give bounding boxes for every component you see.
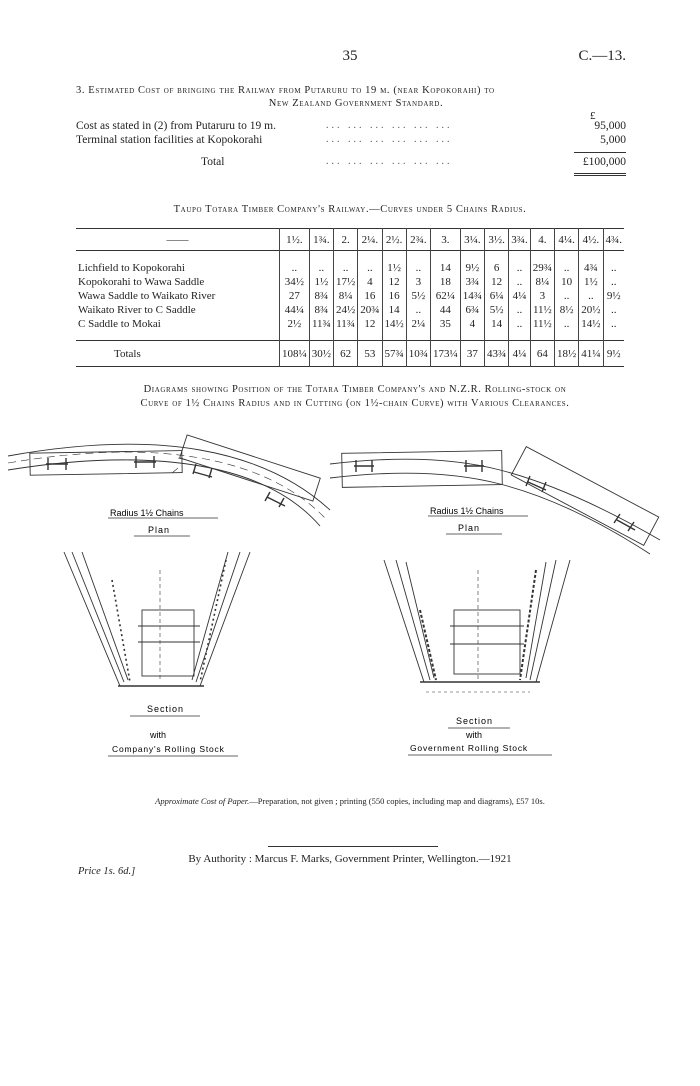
radius-label-right: Radius 1½ Chains [430, 506, 504, 516]
table-cell: 6¼ [485, 289, 509, 303]
column-header: 2½. [382, 229, 406, 251]
table-cell: 12 [358, 317, 382, 331]
table-cell: 6¾ [460, 303, 484, 317]
total-cell: 108¼ [280, 341, 310, 367]
table-cell: 14 [485, 317, 509, 331]
table-cell: 8¼ [334, 289, 358, 303]
curves-table-heading: Taupo Totara Timber Company's Railway.—Curves under 5 Chains Radius. [173, 204, 527, 215]
total-cell: 18½ [555, 341, 579, 367]
table-row [76, 317, 624, 331]
section-diagram-left [64, 552, 250, 686]
cost-line-label: Terminal station facilities at Kopokorahi [76, 134, 263, 146]
table-cell: 11½ [530, 317, 554, 331]
cost-line-label: Cost as stated in (2) from Putaruru to 19 m. [76, 120, 276, 132]
table-cell: .. [309, 261, 333, 275]
radius-label-left: Radius 1½ Chains [110, 508, 184, 518]
table-cell: 1½ [309, 275, 333, 289]
table-cell: 29¾ [530, 261, 554, 275]
table-cell: 17½ [334, 275, 358, 289]
table-cell: .. [358, 261, 382, 275]
table-cell: 14¾ [460, 289, 484, 303]
table-cell: 2½ [280, 317, 310, 331]
table-cell: 9½ [603, 289, 624, 303]
currency-symbol: £ [590, 110, 596, 122]
table-cell: 8½ [555, 303, 579, 317]
column-header: 2¾. [406, 229, 430, 251]
table-cell: 35 [431, 317, 461, 331]
column-header: 2. [334, 229, 358, 251]
table-cell: 11¾ [309, 317, 333, 331]
total-cell: 173¼ [431, 341, 461, 367]
cost-of-paper-note [0, 796, 700, 806]
table-cell: 3¾ [460, 275, 484, 289]
table-cell: 44 [431, 303, 461, 317]
table-cell: 1½ [382, 261, 406, 275]
table-cell: 14½ [382, 317, 406, 331]
table-cell: 2¼ [406, 317, 430, 331]
table-cell: 8¾ [309, 289, 333, 303]
table-cell: 20¾ [358, 303, 382, 317]
diagrams-heading [60, 383, 650, 411]
table-totals-row [76, 341, 624, 367]
table-cell: .. [579, 289, 603, 303]
column-header: 2¼. [358, 229, 382, 251]
diagrams-heading-line2: Curve of 1½ Chains Radius and in Cutting (on 1½-chain Curve) with Various Clearances. [140, 398, 570, 409]
table-cell: .. [509, 261, 531, 275]
table-cell: 8¼ [530, 275, 554, 289]
total-amount: £100,000 [582, 156, 626, 168]
column-header: 3. [431, 229, 461, 251]
total-cell: 4¼ [509, 341, 531, 367]
table-cell: 34½ [280, 275, 310, 289]
table-row [76, 275, 624, 289]
table-corner: —— [166, 233, 189, 246]
table-cell: 14 [431, 261, 461, 275]
column-header: 3¾. [509, 229, 531, 251]
table-cell: .. [603, 275, 624, 289]
column-header: 3½. [485, 229, 509, 251]
table-cell: 4 [460, 317, 484, 331]
cost-note-label: Approximate Cost of Paper. [155, 796, 250, 806]
table-cell: 4¾ [579, 261, 603, 275]
table-cell: 10 [555, 275, 579, 289]
with-label-right: with [466, 730, 483, 740]
table-cell: .. [406, 303, 430, 317]
table-cell: .. [555, 261, 579, 275]
table-cell: 18 [431, 275, 461, 289]
table-cell: .. [509, 275, 531, 289]
with-label-left: with [150, 730, 167, 740]
total-cell: 57¾ [382, 341, 406, 367]
table-cell: .. [406, 261, 430, 275]
column-header: 1½. [280, 229, 310, 251]
table-cell: 62¼ [431, 289, 461, 303]
table-cell: .. [603, 261, 624, 275]
table-cell: 12 [485, 275, 509, 289]
rolling-stock-diagrams [0, 430, 700, 770]
total-cell: 53 [358, 341, 382, 367]
estimate-heading-line2: New Zealand Government Standard. [268, 98, 444, 109]
column-header: 4½. [579, 229, 603, 251]
table-cell: .. [555, 317, 579, 331]
leader-dots: ... ... ... ... ... ... [326, 120, 453, 131]
total-line [76, 156, 626, 170]
table-cell: 11¾ [334, 317, 358, 331]
price: Price 1s. 6d.] [78, 866, 136, 877]
table-cell: .. [509, 317, 531, 331]
curves-table [76, 228, 624, 367]
table-cell: .. [334, 261, 358, 275]
table-cell: 16 [382, 289, 406, 303]
table-cell: 3 [530, 289, 554, 303]
plan-label-right: Plan [458, 523, 481, 533]
total-cell: 64 [530, 341, 554, 367]
table-row [76, 303, 624, 317]
table-cell: 44¼ [280, 303, 310, 317]
cost-line [76, 134, 626, 148]
total-cell: 10¾ [406, 341, 430, 367]
total-cell: 43¾ [485, 341, 509, 367]
table-cell: 20½ [579, 303, 603, 317]
table-cell: 16 [358, 289, 382, 303]
total-cell: 9½ [603, 341, 624, 367]
total-cell: 41¼ [579, 341, 603, 367]
table-cell: 3 [406, 275, 430, 289]
section-label-left: Section [147, 704, 185, 714]
document-reference: C.—13. [578, 48, 626, 64]
table-cell: 1½ [579, 275, 603, 289]
table-cell: 11½ [530, 303, 554, 317]
footer-rule [268, 846, 438, 847]
table-cell: 24½ [334, 303, 358, 317]
total-rule [574, 152, 626, 153]
row-label: Lichfield to Kopokorahi [78, 261, 185, 274]
table-cell: 4 [358, 275, 382, 289]
total-double-rule [574, 173, 626, 178]
row-label: Waikato River to C Saddle [78, 303, 196, 316]
leader-dots: ... ... ... ... ... ... [326, 156, 453, 167]
column-header: 4¼. [555, 229, 579, 251]
table-cell: 27 [280, 289, 310, 303]
row-label: Kopokorahi to Wawa Saddle [78, 275, 205, 288]
table-cell: 6 [485, 261, 509, 275]
plan-diagram-right [330, 447, 660, 554]
total-cell: 62 [334, 341, 358, 367]
estimate-heading-line1: 3. Estimated Cost of bringing the Railway from Putaruru to 19 m. (near Kopokorahi) to [76, 85, 495, 96]
section-diagram-right [384, 560, 570, 692]
row-label: C Saddle to Mokai [78, 317, 161, 330]
table-cell: 4¼ [509, 289, 531, 303]
table-row [76, 289, 624, 303]
totals-label: Totals [114, 347, 141, 360]
cost-line-amount: 95,000 [594, 120, 626, 132]
page-number: 35 [342, 48, 358, 64]
estimate-heading [76, 84, 636, 110]
table-cell: 12 [382, 275, 406, 289]
table-cell: .. [509, 303, 531, 317]
plan-label-left: Plan [148, 525, 171, 535]
column-header: 1¾. [309, 229, 333, 251]
column-header: 3¼. [460, 229, 484, 251]
table-cell: 8¾ [309, 303, 333, 317]
table-cell: 9½ [460, 261, 484, 275]
printer-authority: By Authority : Marcus F. Marks, Government Printer, Wellington.—1921 [188, 853, 512, 865]
table-header-row [76, 229, 624, 251]
column-header: 4¾. [603, 229, 624, 251]
table-cell: 14 [382, 303, 406, 317]
stock-label-left: Company's Rolling Stock [112, 744, 225, 754]
row-label: Wawa Saddle to Waikato River [78, 289, 216, 302]
total-cell: 37 [460, 341, 484, 367]
column-header: 4. [530, 229, 554, 251]
section-label-right: Section [456, 716, 494, 726]
cost-note-text: —Preparation, not given ; printing (550 copies, including map and diagrams), £57 10s. [249, 796, 545, 806]
table-cell: 14½ [579, 317, 603, 331]
table-cell: .. [603, 303, 624, 317]
table-cell: .. [603, 317, 624, 331]
table-cell: .. [555, 289, 579, 303]
total-label: Total [201, 156, 225, 168]
diagrams-heading-line1: Diagrams showing Position of the Totara Timber Company's and N.Z.R. Rolling-stock on [143, 384, 567, 395]
stock-label-right: Government Rolling Stock [410, 743, 528, 753]
table-cell: .. [280, 261, 310, 275]
total-cell: 30½ [309, 341, 333, 367]
table-cell: 5½ [406, 289, 430, 303]
table-body [76, 251, 624, 341]
table-row [76, 261, 624, 275]
cost-line [76, 120, 626, 134]
table-cell: 5½ [485, 303, 509, 317]
leader-dots: ... ... ... ... ... ... [326, 134, 453, 145]
cost-line-amount: 5,000 [600, 134, 626, 146]
